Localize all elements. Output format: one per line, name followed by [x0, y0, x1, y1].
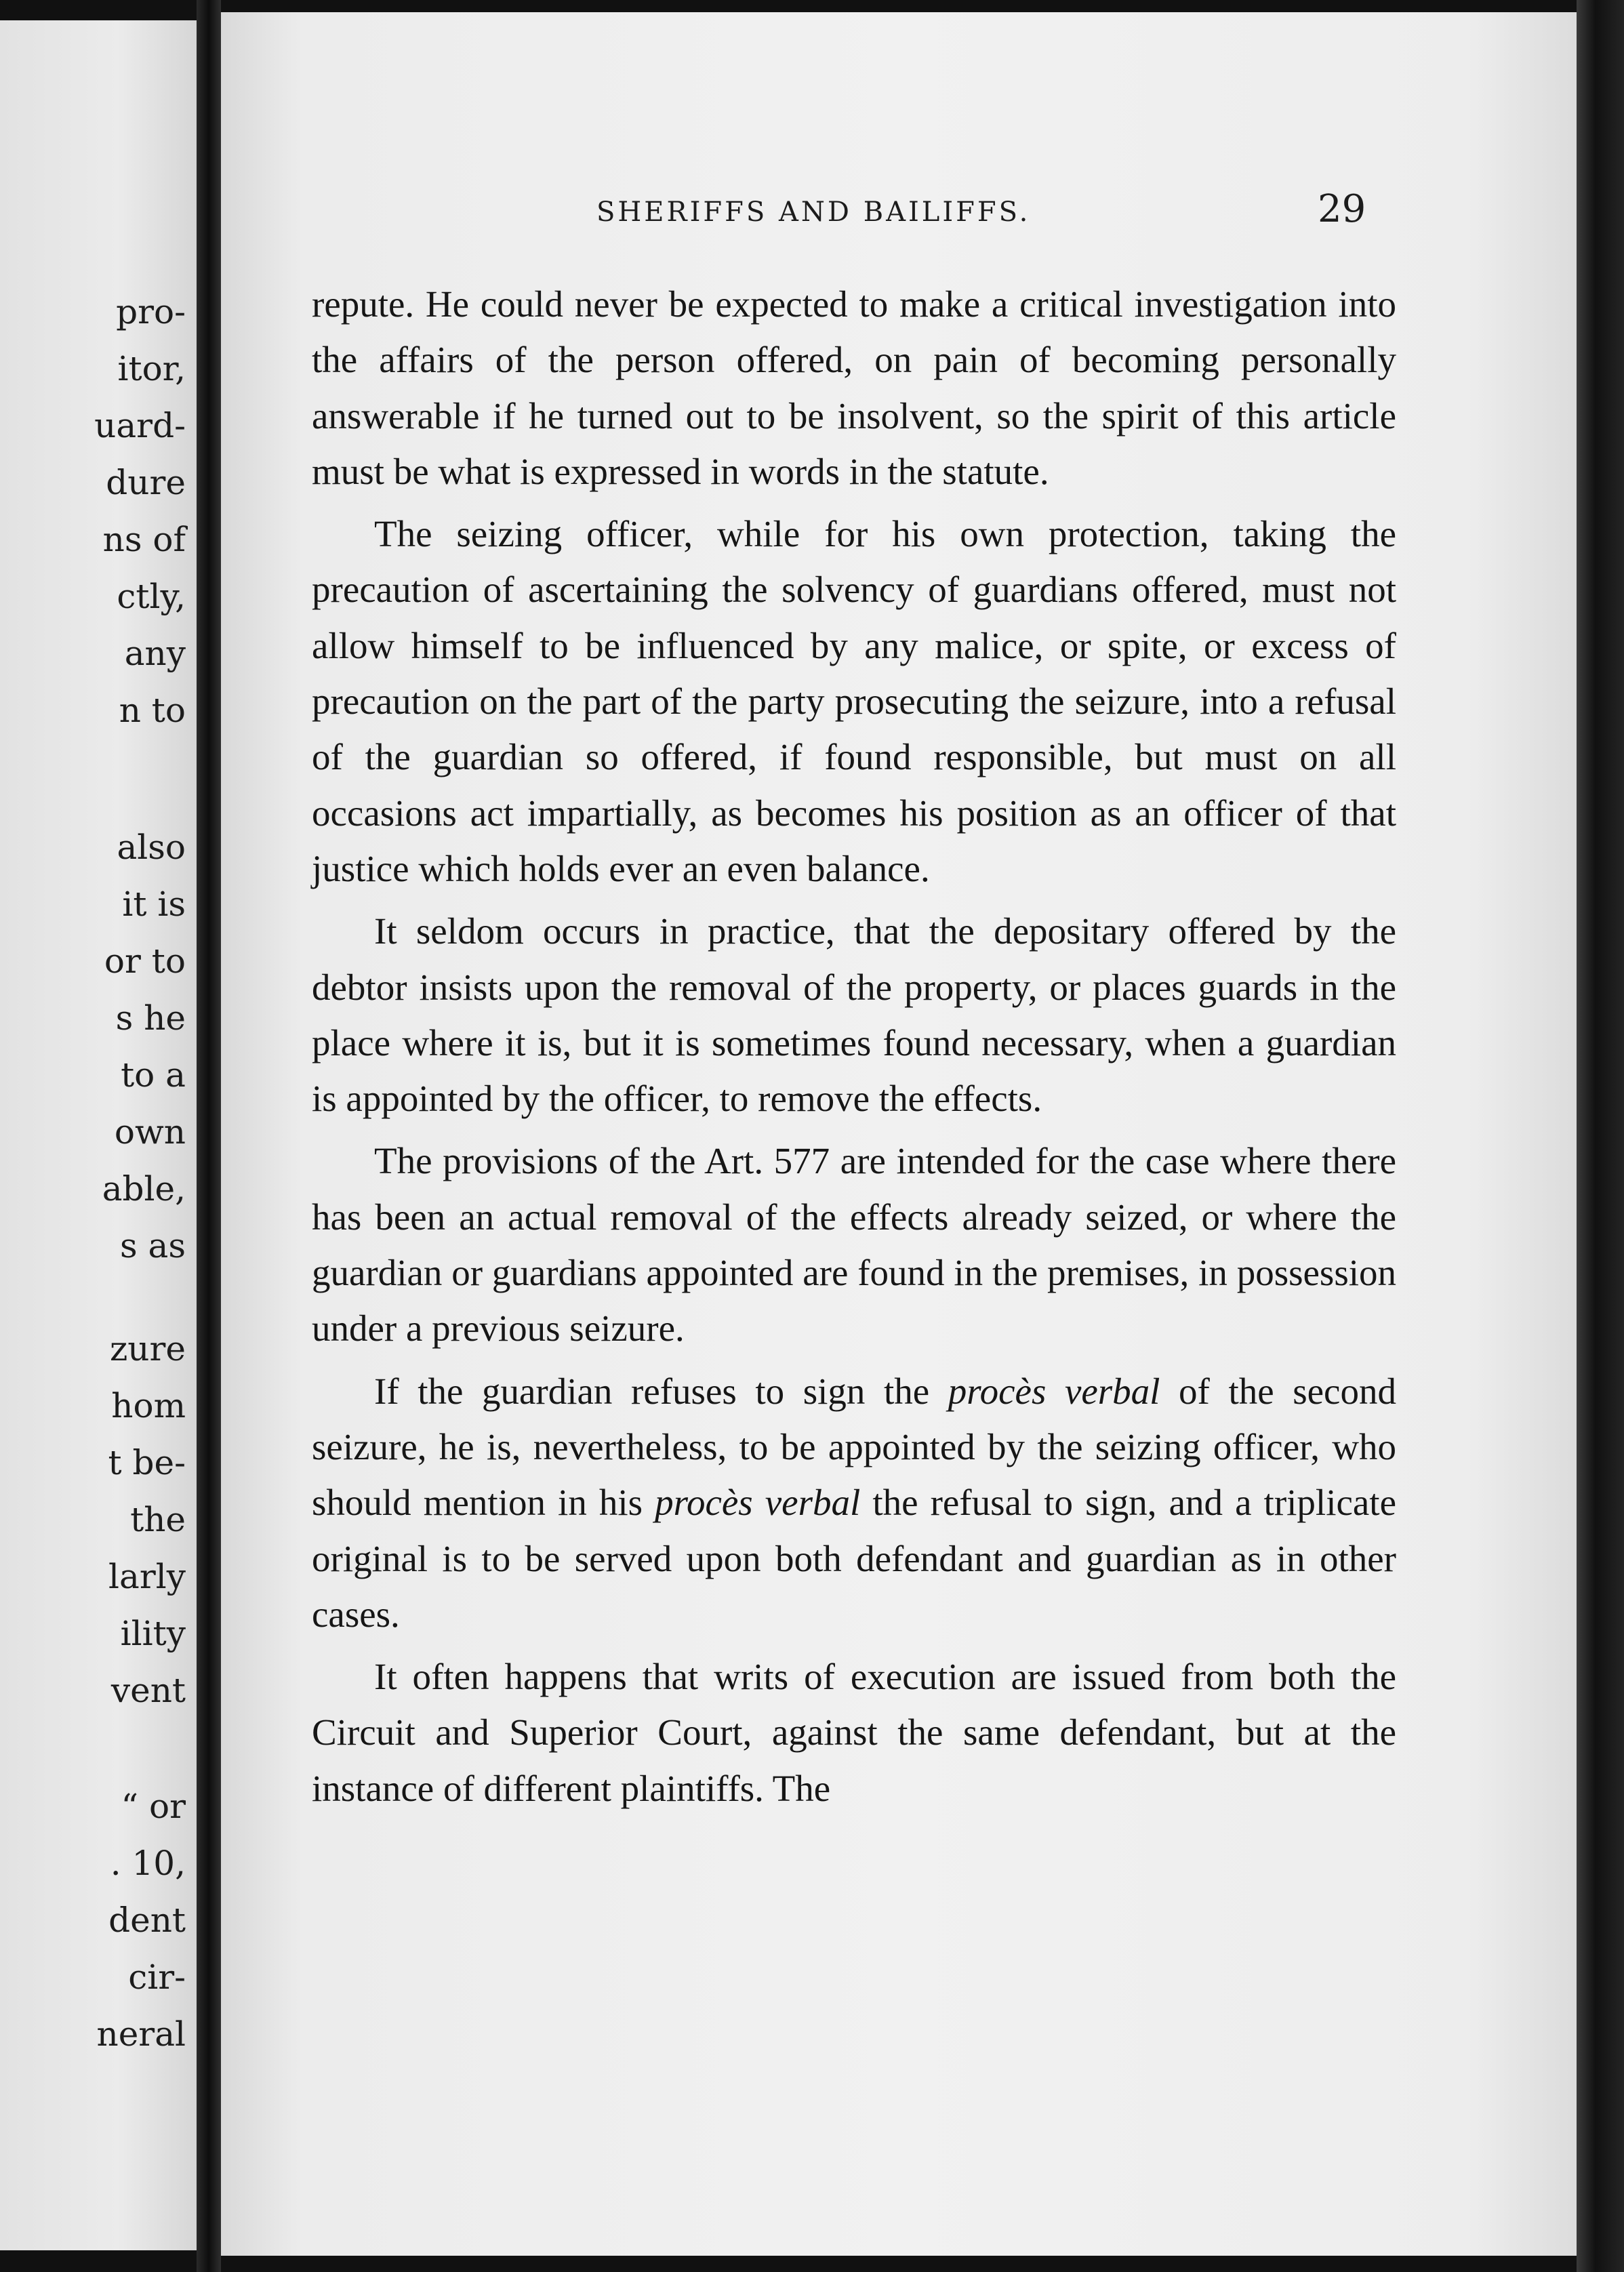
previous-page-sliver	[0, 20, 197, 2250]
page-edge	[1577, 0, 1624, 2272]
previous-page-line: dent	[108, 1901, 186, 1940]
paragraph: repute. He could never be expected to make a critical investigation into the affairs of the person offered, on pain of becoming personally answerable if he turned out to be insolvent, so the spirit of this article must be what is expressed in words in the statute.	[312, 283, 1396, 492]
page-number: 29	[1318, 187, 1366, 231]
paragraph	[312, 1364, 1396, 1642]
paragraph: The provisions of the Art. 577 are intended for the case where there has been an actual removal of the effects already seized, or where the guardian or guardians appointed are found in the premises, in possession under a previous seizure.	[312, 1140, 1396, 1350]
previous-page-line: neral	[96, 2014, 186, 2054]
previous-page-line: pro-	[116, 292, 186, 331]
paragraph-text: If the guardian refuses to sign the	[374, 1370, 948, 1412]
previous-page-line: able,	[102, 1169, 186, 1209]
previous-page-line: dure	[106, 463, 186, 502]
previous-page-line: larly	[108, 1557, 186, 1596]
previous-page-line: itor,	[117, 349, 186, 388]
previous-page-line: hom	[111, 1386, 186, 1425]
previous-page-line: the	[130, 1500, 186, 1539]
previous-page-line: it is	[122, 885, 186, 924]
body-text	[312, 277, 1396, 1823]
previous-page-line: ctly,	[117, 577, 186, 616]
previous-page-line: ility	[120, 1614, 186, 1653]
paragraph-text: of the second seizure, he is, nevertheless, to be appointed by the seizing officer, who should mention in his	[312, 1370, 1396, 1524]
previous-page-line: ns of	[102, 520, 186, 559]
previous-page-line: to a	[121, 1055, 186, 1095]
previous-page-line: zure	[109, 1329, 186, 1368]
previous-page-line: t be-	[108, 1443, 186, 1482]
previous-page-line: vent	[110, 1671, 186, 1710]
previous-page-line: “ or	[121, 1787, 186, 1826]
running-head: SHERIFFS AND BAILIFFS.	[596, 197, 1031, 228]
previous-page-line: also	[117, 828, 186, 867]
previous-page-line: s he	[115, 998, 186, 1038]
italic-term: procès verbal	[948, 1370, 1160, 1412]
previous-page-line: . 10,	[110, 1844, 186, 1883]
paragraph: It seldom occurs in practice, that the depositary offered by the debtor insists upon the removal of the property, or places guards in the place where it is, but it is sometimes found necessary, when a guardian is appointed by the officer, to remove the effects.	[312, 910, 1396, 1120]
previous-page-line: n to	[119, 691, 186, 730]
paragraph: It often happens that writs of execution are issued from both the Circuit and Superior Court, against the same defendant, but at the instance of different plaintiffs. The	[312, 1656, 1396, 1809]
paragraph-text: the refusal to sign, and a triplicate original is to be served upon both defendant and guardian as in other cases.	[312, 1482, 1396, 1635]
paragraph: The seizing officer, while for his own protection, taking the precaution of ascertaining the solvency of guardians offered, must not allow himself to be influenced by any malice, or spite, or excess of precaution on the part of the party prosecuting the seizure, into a refusal of the guardian so offered, if found responsible, but must on all occasions act impartially, as becomes his position as an officer of that justice which holds ever an even balance.	[312, 513, 1396, 889]
book-gutter	[197, 0, 221, 2272]
previous-page-line: or to	[104, 941, 186, 981]
previous-page-line: uard-	[94, 406, 186, 445]
previous-page-line: cir-	[128, 1957, 186, 1997]
previous-page-line: s as	[119, 1226, 186, 1265]
italic-term: procès verbal	[655, 1482, 861, 1524]
previous-page-line: own	[114, 1112, 186, 1152]
previous-page-line: any	[124, 634, 186, 673]
